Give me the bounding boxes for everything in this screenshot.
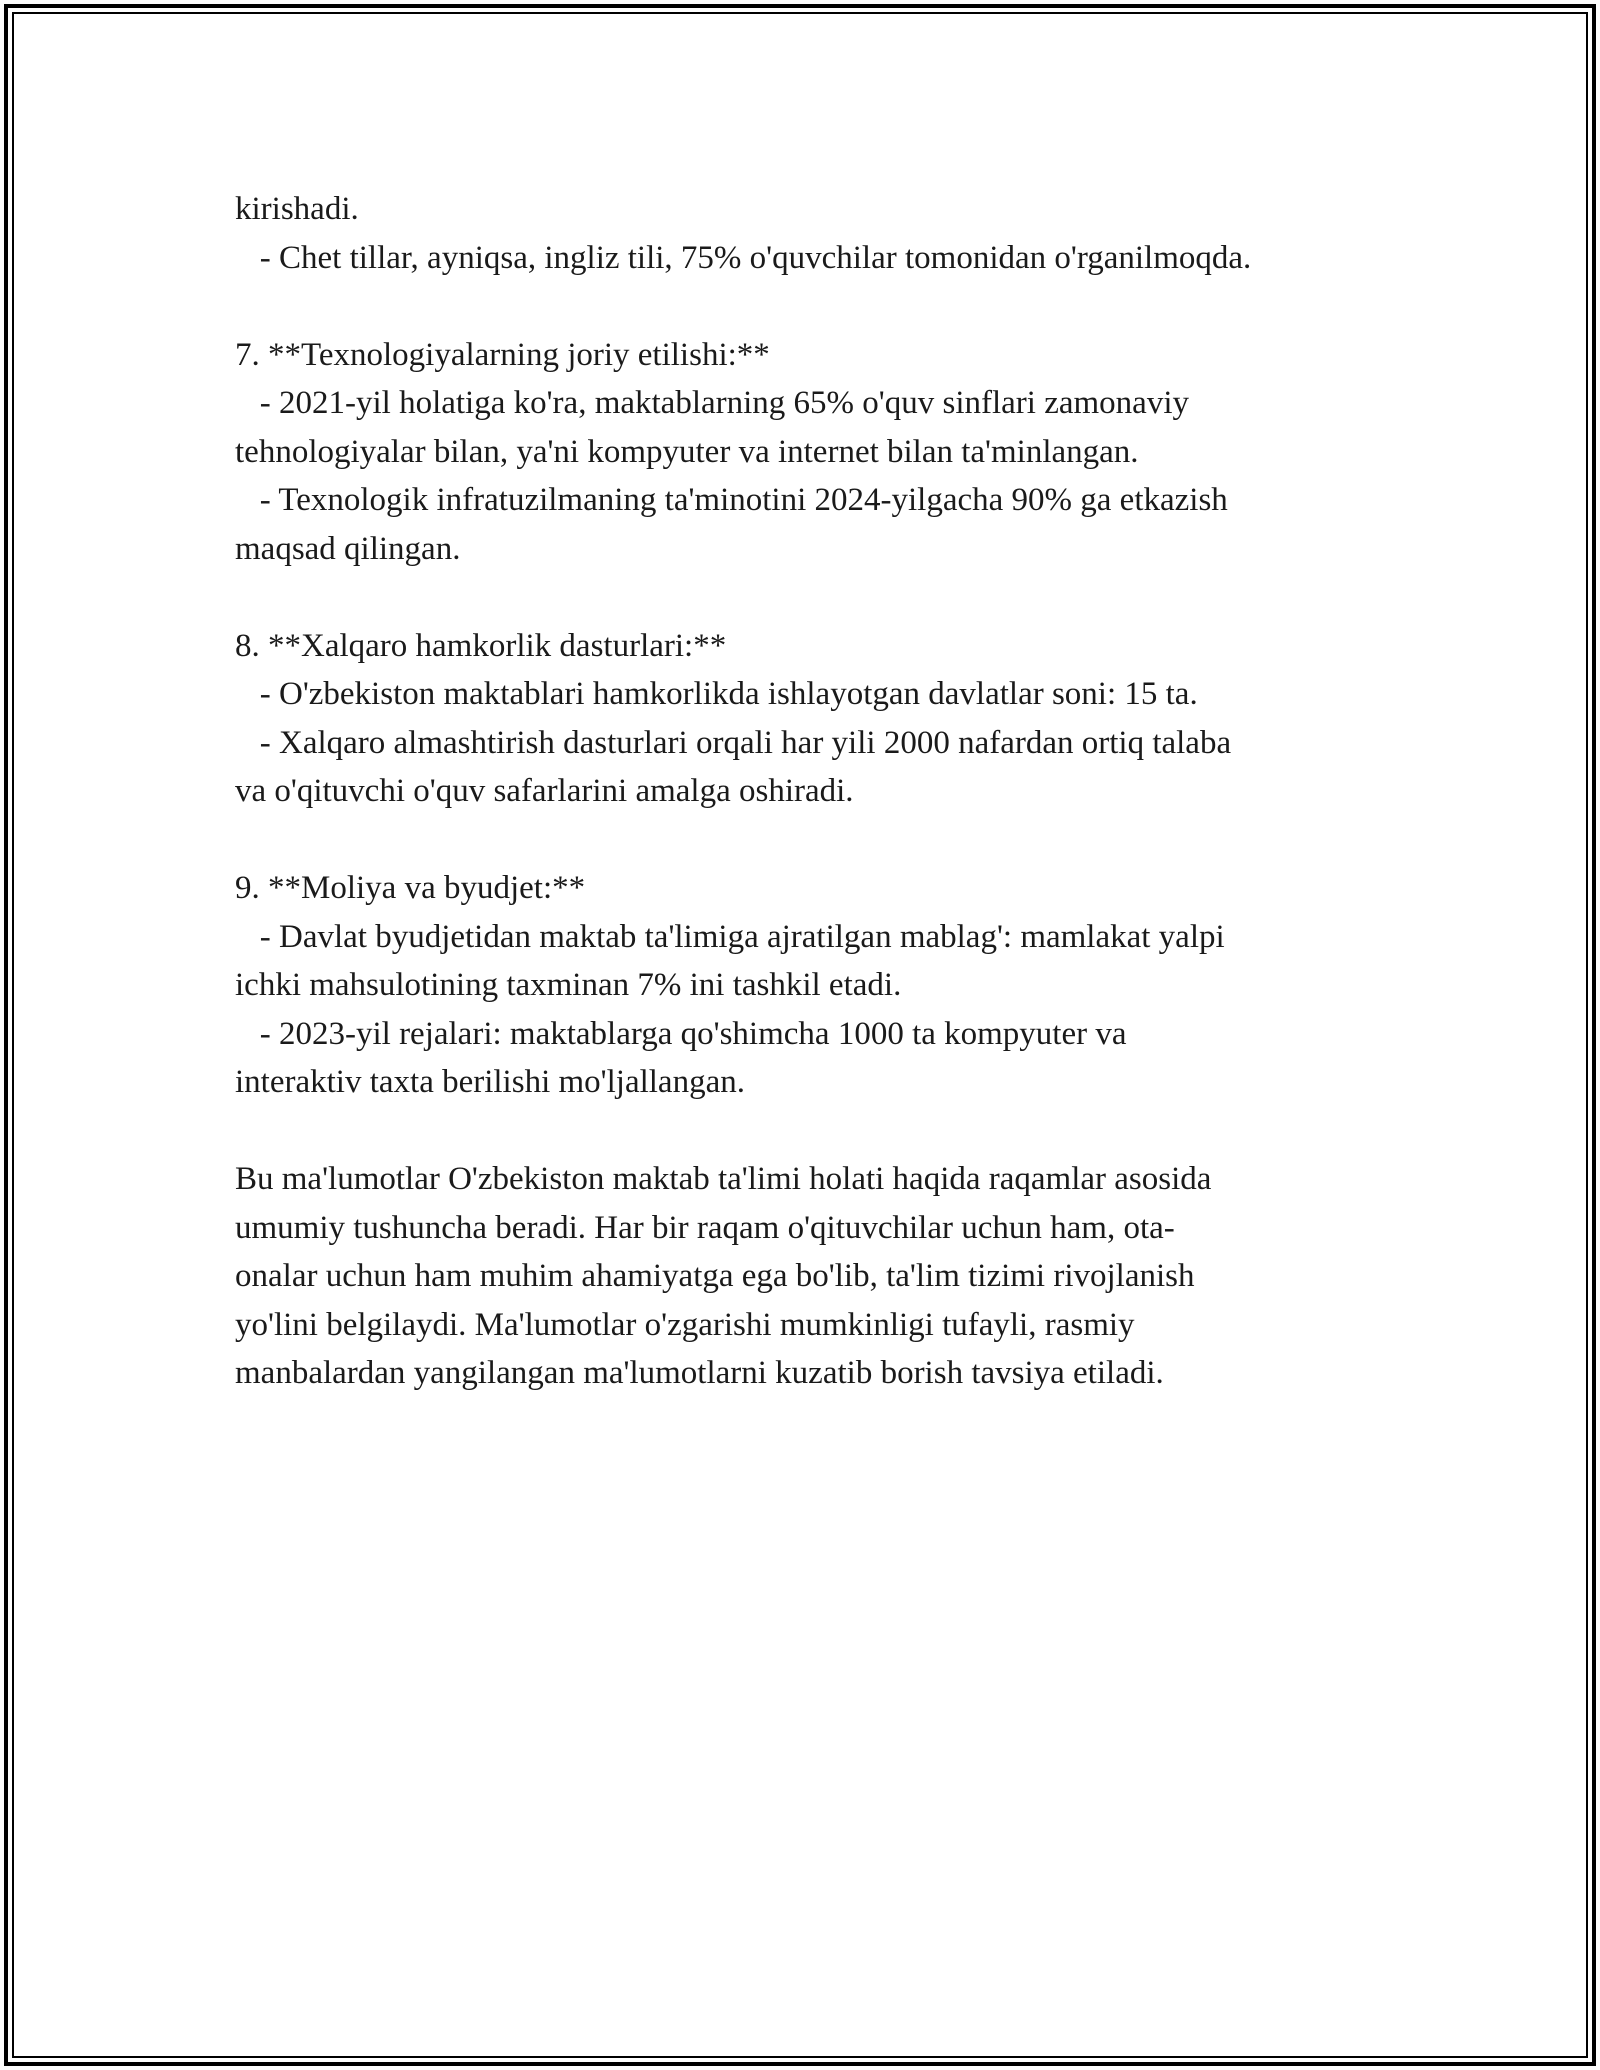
text-line: - Texnologik infratuzilmaning ta'minotini 2024-yilgacha 90% ga etkazish [235, 482, 1228, 518]
conclusion-line: manbalardan yangilangan ma'lumotlarni kuzatib borish tavsiya etiladi. [235, 1355, 1164, 1391]
blank-line [235, 573, 1375, 622]
section-heading: 9. **Moliya va byudjet:** [235, 870, 586, 906]
text-line: va o'qituvchi o'quv safarlarini amalga oshiradi. [235, 773, 854, 809]
text-line: - 2023-yil rejalari: maktablarga qo'shimcha 1000 ta kompyuter va [235, 1015, 1127, 1052]
text-line: interaktiv taxta berilishi mo'ljallangan. [235, 1064, 745, 1100]
text-line: - Xalqaro almashtirish dasturlari orqali har yili 2000 nafardan ortiq talaba [235, 724, 1232, 761]
conclusion-line: onalar uchun ham muhim ahamiyatga ega bo'lib, ta'lim tizimi rivojlanish [235, 1258, 1195, 1294]
text-line: - Chet tillar, ayniqsa, ingliz tili, 75% o'quvchilar tomonidan o'rganilmoqda. [235, 239, 1252, 276]
text-line: maqsad qilingan. [235, 530, 461, 567]
blank-line [235, 1107, 1375, 1156]
conclusion-line: Bu ma'lumotlar O'zbekiston maktab ta'limi holati haqida raqamlar asosida [235, 1161, 1212, 1197]
text-line: kirishadi. [235, 191, 359, 227]
section-heading: 7. **Texnologiyalarning joriy etilishi:** [235, 336, 770, 373]
text-line: tehnologiyalar bilan, ya'ni kompyuter va internet bilan ta'minlangan. [235, 433, 1139, 470]
text-line: - 2021-yil holatiga ko'ra, maktablarning 65% o'quv sinflari zamonaviy [235, 385, 1189, 421]
section-heading: 8. **Xalqaro hamkorlik dasturlari:** [235, 627, 727, 664]
blank-line [235, 282, 1375, 331]
conclusion-line: umumiy tushuncha beradi. Har bir raqam o'qituvchilar uchun ham, ota- [235, 1209, 1175, 1246]
text-line: - Davlat byudjetidan maktab ta'limiga ajratilgan mablag': mamlakat yalpi [235, 918, 1225, 955]
blank-line [235, 816, 1375, 865]
text-line: - O'zbekiston maktablari hamkorlikda ishlayotgan davlatlar soni: 15 ta. [235, 676, 1198, 712]
document-body [235, 185, 1375, 1398]
text-line: ichki mahsulotining taxminan 7% ini tashkil etadi. [235, 967, 902, 1003]
conclusion-line: yo'lini belgilaydi. Ma'lumotlar o'zgarishi mumkinligi tufayli, rasmiy [235, 1306, 1135, 1343]
